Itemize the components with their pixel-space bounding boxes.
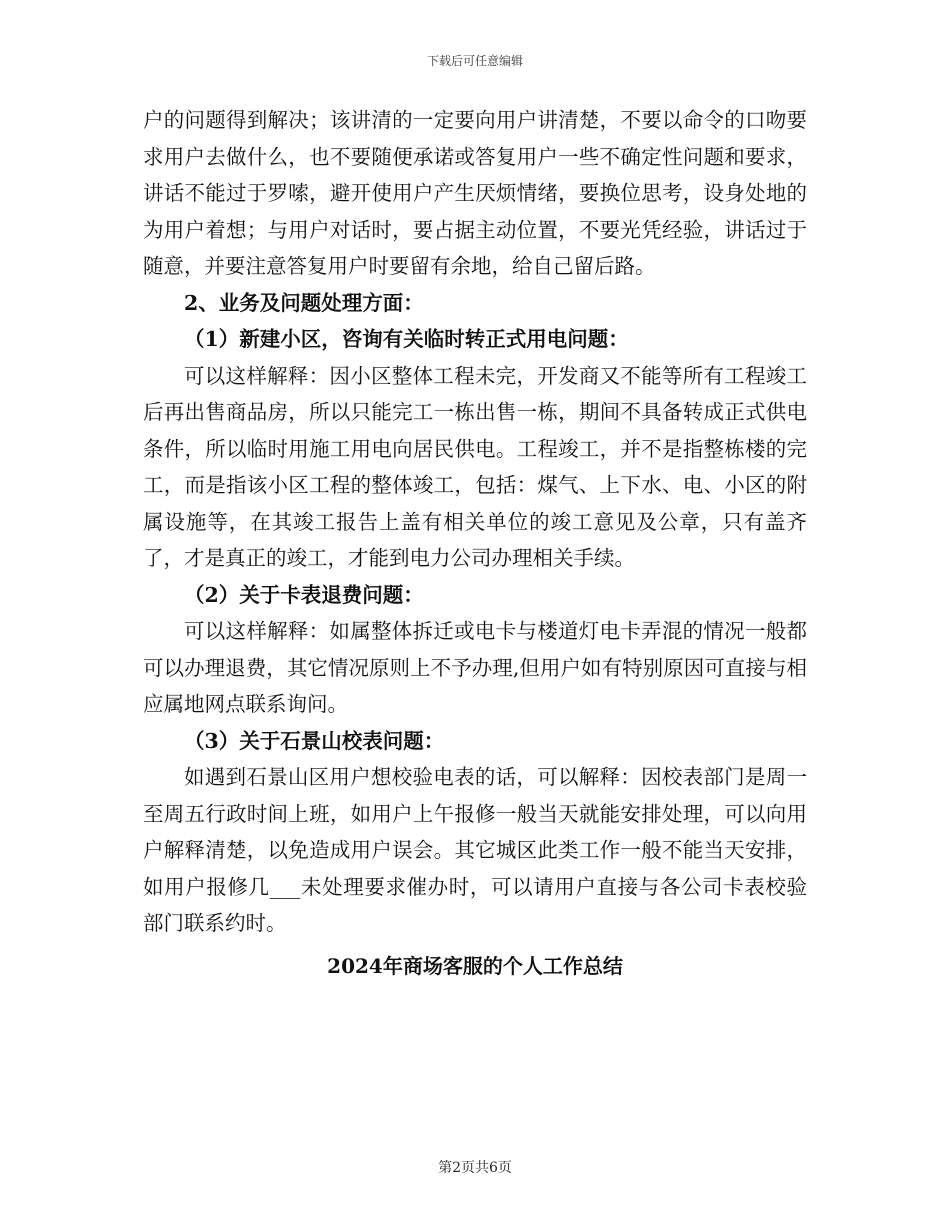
page-header: 下载后可任意编辑 [426,54,523,68]
paragraph-new-community: 可以这样解释：因小区整体工程未完，开发商又不能等所有工程竣工后再出售商品房，所以只能完工一栋出售一栋，期间不具备转成正式供电条件，所以临时用施工用电向居民供电。工程竣工，并不是指整栋楼的完工，而是指该小区工程的整体竣工，包括：煤气、上下水、电、小区的附属设施等，在其竣工报告上盖有相关单位的竣工意见及公章，只有盖齐了，才是真正的竣工，才能到电力公司办理相关手续。 [143,363,807,570]
paragraph-card-meter-refund: 可以这样解释：如属整体拆迁或电卡与楼道灯电卡弄混的情况一般都可以办理退费，其它情况原则上不予办理,但用户如有特别原因可直接与相应属地网点联系询问。 [143,619,807,716]
paragraph-meter-calibration: 如遇到石景山区用户想校验电表的话，可以解释：因校表部门是周一至周五行政时间上班，如用户上午报修一般当天就能安排处理，可以向用户解释清楚，以免造成用户误会。其它城区此类工作一般不能当天安排，如用户报修几___未处理要求催办时，可以请用户直接与各公司卡表校验部门联系约时。 [143,765,807,935]
subheading-meter-calibration: （3）关于石景山校表问题： [184,728,445,753]
document-title: 2024年商场客服的个人工作总结 [327,953,623,978]
page-footer: 第2页共6页 [438,1160,512,1176]
document-body [143,102,807,984]
subheading-new-community: （1）新建小区，咨询有关临时转正式用电问题： [184,327,629,351]
section-heading-business: 2、业务及问题处理方面： [184,290,424,315]
subheading-card-meter-refund: （2）关于卡表退费问题： [184,582,424,607]
paragraph-customer-communication: 户的问题得到解决；该讲清的一定要向用户讲清楚，不要以命令的口吻要求用户去做什么，也不要随便承诺或答复用户一些不确定性问题和要求，讲话不能过于罗嗦，避开使用户产生厌烦情绪，要换位思考，设身处地的为用户着想；与用户对话时，要占据主动位置，不要光凭经验，讲话过于随意，并要注意答复用户时要留有余地，给自己留后路。 [143,108,807,278]
